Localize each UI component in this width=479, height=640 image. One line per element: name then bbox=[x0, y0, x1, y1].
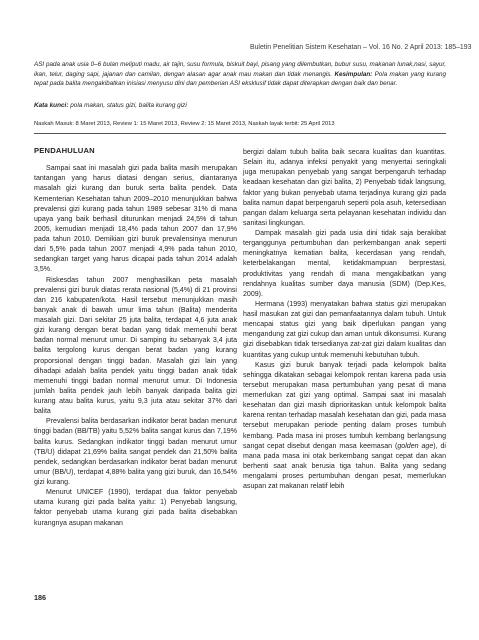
body-paragraph: bergizi dalam tubuh balita baik secara kualitas dan kuantitas. Selain itu, adanya infeksi penyakit yang menyertai seringkali juga merupakan penyebab yang sangat berpengaruh terhadap keadaan kesehatan dan gizi balita, 2) Penyebab tidak langsung, faktor yang bukan penyebab utama terjadinya kurang gizi pada balita namun dapat berpengaruh seperti pola asuh, ketersediaan pangan dalam keluarga serta pelayanan kesehatan individu dan sanitasi lingkungan. bbox=[243, 149, 446, 227]
body-text: Kasus gizi buruk banyak terjadi pada kelompok balita sehingga dikatakan sebagai kelompok rentan karena pada usia tersebut merupakan masa pertumbuhan yang pesat di mana memerlukan zat gizi yang optimal. Sampai saat ini masalah kesehatan dan gizi masih diprioritaskan untuk kelompok balita karena rentan terhadap masalah kesehatan dan gizi, pada masa tersebut merupakan periode penting dalam proses tumbuh kembang. Pada masa ini proses tumbuh kembang berlangsung sangat cepat disebut dengan masa keemasan ( bbox=[243, 361, 446, 450]
abstract-continuation bbox=[34, 60, 446, 89]
abstract-text: ASI pada anak usia 0–6 bulan meliputi madu, air tajin, susu formula, biskuit bayi, pisang yang dilembutkan, bubur susu, makanan lunak,nasi, sayur, ikan, telur, daging sapi, jajanan dan camilan, dengan alasan agar anak mau makan dan tidak menangis. bbox=[34, 61, 446, 78]
divider-line bbox=[34, 133, 446, 134]
body-paragraph: Riskesdas tahun 2007 menghasilkan peta masalah prevalensi gizi buruk diatas rerata nasional (5,4%) di 21 provinsi dan 216 kabupaten/kota. Hasil tersebut menunjukkan masih banyak anak di bawah umur lima tahun (Balita) menderita masalah gizi. Dari sekitar 25 juta balita, terdapat 4,6 juta anak gizi kurang dengan berat badan yang tidak memenuhi berat badan normal menurut umur. Di samping itu sebanyak 3,4 juta balita tergolong kurus dengan berat badan yang kurang proporsional dengan tinggi badan. Masalah gizi lain yang dihadapi adalah balita pendek yaitu tinggi badan anak tidak memenuhi tinggi badan normal menurut umur. Di Indonesia jumlah balita pendek jauh lebih banyak daripada balita gizi kurang atau balita kurus, yaitu 9,3 juta atau sekitar 37% dari balita bbox=[34, 276, 237, 416]
keywords-label: Kata kunci: bbox=[34, 102, 69, 109]
left-column bbox=[34, 146, 237, 529]
manuscript-history: Naskah Masuk: 8 Maret 2013, Review 1: 15 Maret 2013, Review 2: 15 Maret 2013, Naskah layak terbit: 25 April 2013 bbox=[34, 121, 335, 127]
page-number: 186 bbox=[34, 593, 46, 602]
conclusion-label: Kesimpulan: bbox=[334, 70, 373, 78]
body-paragraph: Menurut UNICEF (1990), terdapat dua faktor penyebab utama kurang gizi pada balita yaitu: 1) Penyebab langsung, faktor penyebab utama kurang gizi pada balita disebabkan kurangnya asupan makanan bbox=[34, 489, 237, 527]
abstract-paragraph bbox=[34, 60, 446, 89]
body-paragraph: Dampak masalah gizi pada usia dini tidak saja berakibat terganggunya pertumbuhan dan perkembangan anak seperti meningkatnya kematian balita, kecerdasan yang rendah, keterbelakangan mental, ketidakmampuan berprestasi, produktivitas yang rendah di mana mengakibatkan yang rendahnya kualitas sumber daya manusia (SDM) (Dep.Kes, 2009). bbox=[243, 230, 446, 298]
body-paragraph: Prevalensi balita berdasarkan indikator berat badan menurut tinggi badan (BB/TB) yaitu 5,52% balita sangat kurus dan 7,19% balita kurus. Sedangkan indikator tinggi badan menurut umur (TB/U) didapat 21,69% balita sangat pendek dan 21,50% balita pendek, sedangkan berdasarkan indikator berat badan menurut umur (BB/U), terdapat 4,88% balita yang gizi buruk, dan 16,54% gizi kurang. bbox=[34, 418, 237, 486]
body-paragraph bbox=[243, 361, 446, 493]
keywords bbox=[34, 102, 446, 109]
body-paragraph: Sampai saat ini masalah gizi pada balita masih merupakan tantangan yang harus diatasi dengan serius, diantaranya masalah gizi kurang dan buruk serta balita pendek. Data Kementerian Kesehatan tahun 2009–2010 menunjukkan bahwa prevalensi gizi kurang pada tahun 1989 sebesar 31% di mana upaya yang baik berhasil diturunkan menjadi 24,5% di tahun 2005, kemudian menjadi 18,4% pada tahun 2007 dan 17,9% pada tahun 2010. Demikian gizi buruk prevalensinya menurun dari 5,5% pada tahun 2007 menjadi 4,9% pada tahun 2010, sedangkan target yang harus dicapai pada tahun 2014 adalah 3,5%. bbox=[34, 165, 237, 274]
conclusion-text: Pola makan yang kurang tepat pada balita mengakibatkan inisiasi menyusu dini dan pemberian ASI eksklusif tidak dapat diterapkan dengan baik dan benar. bbox=[34, 70, 446, 88]
body-paragraph: Hermana (1993) menyatakan bahwa status gizi merupakan hasil masukan zat gizi dan pemanfaatannya dalam tubuh. Untuk mencapai status gizi yang baik diperlukan pangan yang mengandung zat gizi cukup dan aman untuk dikonsumsi. Kurang gizi disebabkan tidak tersedianya zat-zat gizi dalam kualitas dan kuantitas yang cukup untuk memenuhi kebutuhan tubuh. bbox=[243, 300, 446, 359]
right-column bbox=[243, 148, 446, 492]
golden-age-term: golden age bbox=[397, 442, 434, 450]
section-title: PENDAHULUAN bbox=[34, 146, 95, 155]
body-text: ), di mana pada masa ini otak berkembang sangat cepat dan akan berhenti saat anak berusia tiga tahun. Balita yang sedang mengalami proses pertumbuhan dengan pesat, memerlukan asupan zat makanan relatif lebih bbox=[243, 442, 446, 491]
keywords-text: pola makan, status gizi, balita kurang gizi bbox=[68, 102, 187, 109]
running-head: Buletin Penelitian Sistem Kesehatan – Vol. 16 No. 2 April 2013: 185–193 bbox=[250, 44, 472, 51]
